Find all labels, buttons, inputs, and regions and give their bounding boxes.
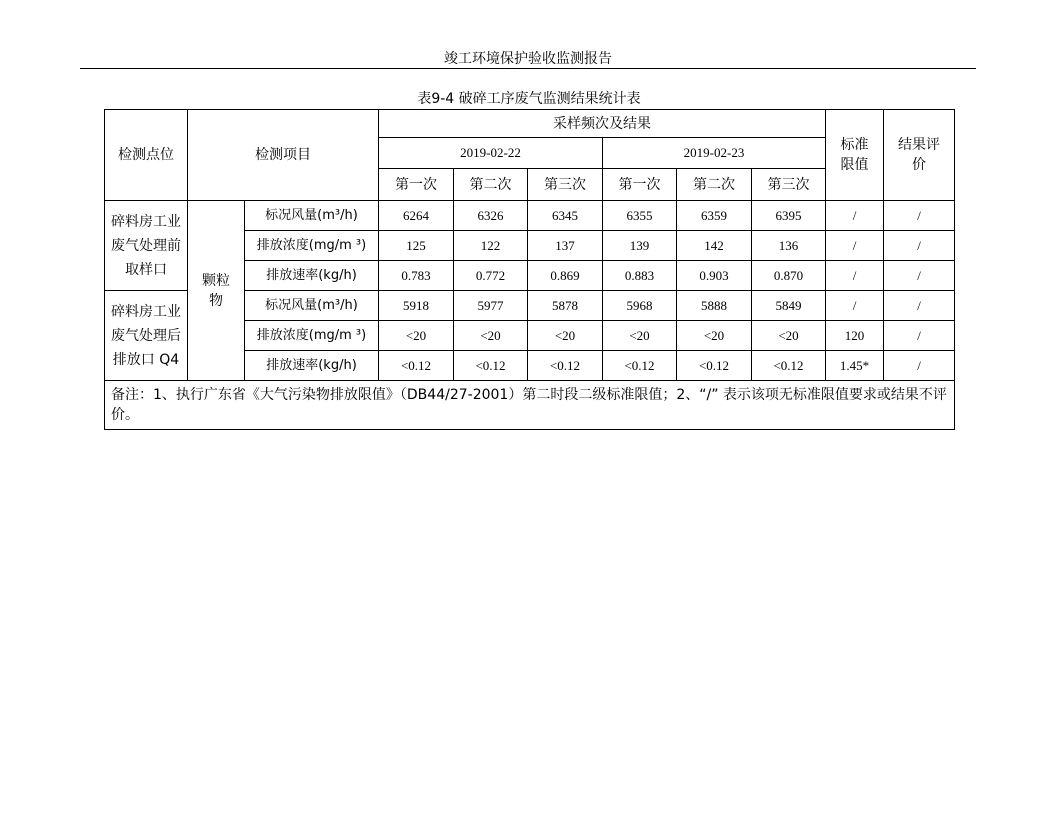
header-standard: 标准限值 <box>826 110 884 201</box>
value-cell: 5849 <box>752 291 826 321</box>
value-cell: 6355 <box>603 201 677 231</box>
value-cell: 6345 <box>528 201 603 231</box>
header-frequency: 第一次 <box>603 169 677 201</box>
item-name: 排放速率(kg/h) <box>245 261 379 291</box>
standard-cell: 120 <box>826 321 884 351</box>
value-cell: 0.869 <box>528 261 603 291</box>
header-frequency: 第二次 <box>677 169 752 201</box>
evaluation-cell: / <box>884 231 955 261</box>
standard-cell: / <box>826 201 884 231</box>
value-cell: 5977 <box>454 291 528 321</box>
monitoring-point: 碎料房工业废气处理前取样口 <box>105 201 188 291</box>
standard-cell: 1.45* <box>826 351 884 381</box>
value-cell: <20 <box>752 321 826 351</box>
value-cell: 0.883 <box>603 261 677 291</box>
standard-cell: / <box>826 261 884 291</box>
monitoring-point: 碎料房工业废气处理后排放口 Q4 <box>105 291 188 381</box>
pollutant-name: 颗粒物 <box>188 201 245 381</box>
value-cell: <0.12 <box>379 351 454 381</box>
value-cell: 6264 <box>379 201 454 231</box>
value-cell: 6395 <box>752 201 826 231</box>
page-header: 竣工环境保护验收监测报告 <box>444 51 612 67</box>
item-name: 排放浓度(mg/m ³) <box>245 231 379 261</box>
value-cell: <20 <box>528 321 603 351</box>
value-cell: 0.870 <box>752 261 826 291</box>
value-cell: 137 <box>528 231 603 261</box>
item-name: 排放浓度(mg/m ³) <box>245 321 379 351</box>
value-cell: 136 <box>752 231 826 261</box>
value-cell: 0.783 <box>379 261 454 291</box>
value-cell: <20 <box>454 321 528 351</box>
value-cell: 0.903 <box>677 261 752 291</box>
value-cell: 142 <box>677 231 752 261</box>
value-cell: <0.12 <box>752 351 826 381</box>
item-name: 排放速率(kg/h) <box>245 351 379 381</box>
header-evaluation: 结果评价 <box>884 110 955 201</box>
value-cell: 5918 <box>379 291 454 321</box>
value-cell: 5878 <box>528 291 603 321</box>
table-note: 备注：1、执行广东省《大气污染物排放限值》（DB44/27-2001）第二时段二级标准限值；2、“/” 表示该项无标准限值要求或结果不评价。 <box>105 381 955 430</box>
value-cell: <20 <box>603 321 677 351</box>
item-name: 标况风量(m³/h) <box>245 291 379 321</box>
value-cell: 6359 <box>677 201 752 231</box>
header-item: 检测项目 <box>188 110 379 201</box>
standard-cell: / <box>826 291 884 321</box>
evaluation-cell: / <box>884 291 955 321</box>
header-divider <box>80 68 976 69</box>
evaluation-cell: / <box>884 201 955 231</box>
value-cell: <0.12 <box>528 351 603 381</box>
value-cell: <20 <box>677 321 752 351</box>
header-date: 2019-02-23 <box>603 138 826 169</box>
header-frequency: 第一次 <box>379 169 454 201</box>
table-caption: 表9-4 破碎工序废气监测结果统计表 <box>417 91 641 107</box>
evaluation-cell: / <box>884 321 955 351</box>
value-cell: 122 <box>454 231 528 261</box>
value-cell: 5888 <box>677 291 752 321</box>
header-frequency: 第三次 <box>752 169 826 201</box>
item-name: 标况风量(m³/h) <box>245 201 379 231</box>
value-cell: 6326 <box>454 201 528 231</box>
header-date: 2019-02-22 <box>379 138 603 169</box>
standard-cell: / <box>826 231 884 261</box>
header-frequency: 第二次 <box>454 169 528 201</box>
monitoring-results-table <box>104 109 955 430</box>
value-cell: <0.12 <box>603 351 677 381</box>
value-cell: 139 <box>603 231 677 261</box>
value-cell: <20 <box>379 321 454 351</box>
value-cell: <0.12 <box>677 351 752 381</box>
value-cell: 0.772 <box>454 261 528 291</box>
header-point: 检测点位 <box>105 110 188 201</box>
evaluation-cell: / <box>884 261 955 291</box>
value-cell: <0.12 <box>454 351 528 381</box>
header-frequency: 第三次 <box>528 169 603 201</box>
note-row <box>105 381 955 430</box>
evaluation-cell: / <box>884 351 955 381</box>
table-row <box>105 201 955 231</box>
value-cell: 5968 <box>603 291 677 321</box>
header-sampling: 采样频次及结果 <box>379 110 826 138</box>
value-cell: 125 <box>379 231 454 261</box>
